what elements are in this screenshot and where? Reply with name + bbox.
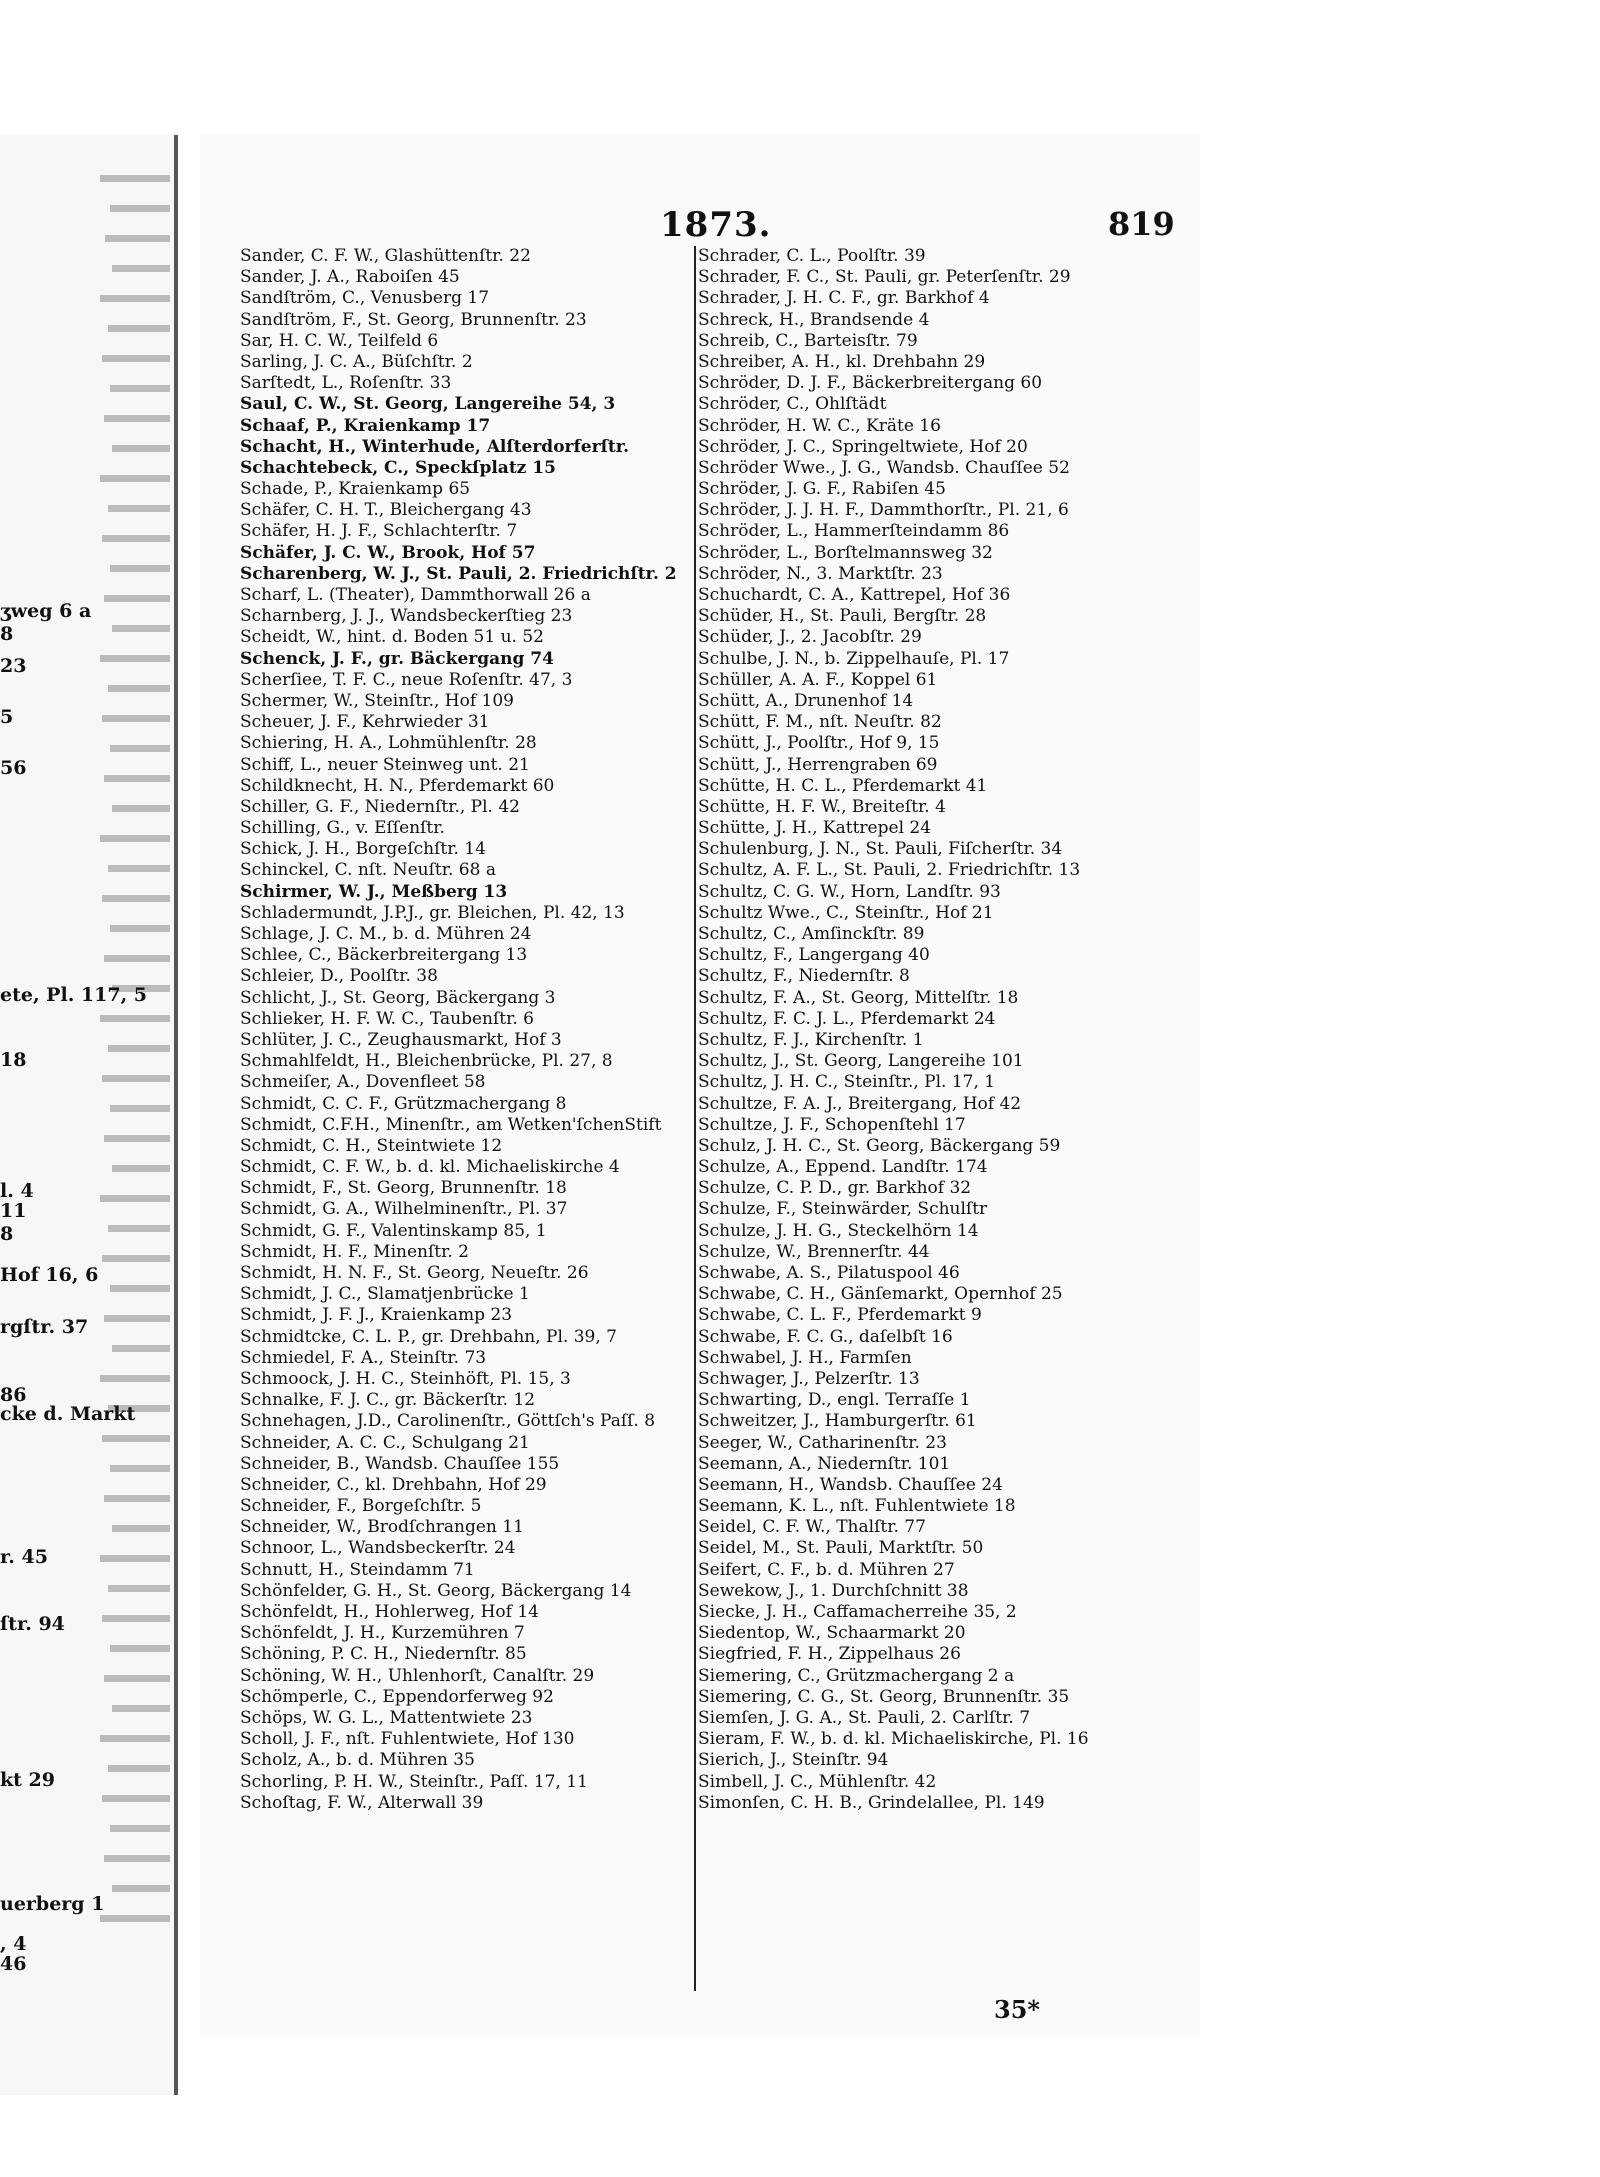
directory-entry: Schwarting, D., engl. Terraſſe 1 [698,1390,971,1411]
directory-entry: Schömperle, C., Eppendorferweg 92 [240,1686,554,1707]
directory-entry: Schröder, J. J. H. F., Dammthorſtr., Pl. 21, 6 [698,500,1069,521]
directory-entry: Schütte, H. C. L., Pferdemarkt 41 [698,775,988,796]
directory-entry: Schiff, L., neuer Steinweg unt. 21 [240,754,530,775]
directory-entry: Schütt, J., Herrengraben 69 [698,754,938,775]
directory-entry: Schröder, J. G. F., Rabiſen 45 [698,479,946,500]
directory-entry: Schulz, J. H. C., St. Georg, Bäckergang 59 [698,1135,1061,1156]
directory-entry: Simonſen, C. H. B., Grindelallee, Pl. 149 [698,1792,1045,1813]
directory-entry: Schmidt, F., St. Georg, Brunnenſtr. 18 [240,1178,567,1199]
directory-entry: Schröder, D. J. F., Bäckerbreitergang 60 [698,373,1043,394]
left-column-entries [240,246,695,1814]
directory-entry: Scharenberg, W. J., St. Pauli, 2. Friedrichſtr. 2 [240,563,677,584]
directory-entry: Schultz, F. A., St. Georg, Mittelſtr. 18 [698,987,1019,1008]
directory-entry: Schrader, C. L., Poolſtr. 39 [698,246,926,266]
faded-bleedthrough-text [0,135,178,2095]
prev-page-fragment: ſtr. 94 [0,1613,65,1635]
directory-entry: Schenck, J. F., gr. Bäckergang 74 [240,648,554,669]
prev-page-fragment: l. 4 [0,1180,34,1202]
directory-entry: Schulze, A., Eppend. Landſtr. 174 [698,1157,988,1178]
directory-entry: Schäfer, C. H. T., Bleichergang 43 [240,500,532,521]
directory-entry: Schmidt, G. F., Valentinskamp 85, 1 [240,1220,547,1241]
directory-entry: Schönfelder, G. H., St. Georg, Bäckergang 14 [240,1580,632,1601]
directory-entry: Seemann, A., Niedernſtr. 101 [698,1453,951,1474]
directory-entry: Schneider, F., Borgeſchſtr. 5 [240,1496,482,1517]
directory-entry: Schöning, P. C. H., Niedernſtr. 85 [240,1644,527,1665]
directory-entry: Siemſen, J. G. A., St. Pauli, 2. Carlſtr. 7 [698,1707,1031,1728]
directory-entry: Schultz, C., Amſinckſtr. 89 [698,924,925,944]
directory-entry: Schirmer, W. J., Meßberg 13 [240,881,508,902]
prev-page-fragment: 18 [0,1049,27,1071]
prev-page-fragment: 8 [0,623,14,645]
directory-entry: Schröder, J. C., Springeltwiete, Hof 20 [698,436,1028,457]
directory-entry: Sar, H. C. W., Teilfeld 6 [240,330,439,351]
signature-mark: 35* [994,1995,1040,2024]
directory-entry: Scharnberg, J. J., Wandsbeckerſtieg 23 [240,606,573,627]
directory-entry: Seemann, K. L., nſt. Fuhlentwiete 18 [698,1496,1016,1517]
directory-entry: Schlage, J. C. M., b. d. Mühren 24 [240,924,532,944]
directory-entry: Schwabe, F. C. G., daſelbſt 16 [698,1326,953,1347]
previous-page-edge [0,135,178,2095]
prev-page-fragment: ʒweg 6 a [0,600,92,622]
directory-entry: Schultz, F. C. J. L., Pferdemarkt 24 [698,1008,996,1029]
page-number: 819 [1108,205,1175,243]
directory-entry: Schinckel, C. nſt. Neuſtr. 68 a [240,860,496,881]
directory-entry: Schulze, J. H. G., Steckelhörn 14 [698,1220,979,1241]
prev-page-fragment: 56 [0,757,27,779]
directory-entry: Simbell, J. C., Mühlenſtr. 42 [698,1771,937,1792]
directory-entry: Schultz, J. H. C., Steinſtr., Pl. 17, 1 [698,1072,996,1093]
directory-entry: Schermer, W., Steinſtr., Hof 109 [240,690,514,711]
directory-entry: Schultze, F. A. J., Breitergang, Hof 42 [698,1093,1022,1114]
directory-entry: Schulze, C. P. D., gr. Barkhof 32 [698,1178,972,1199]
directory-entry: Schüller, A. A. F., Koppel 61 [698,669,938,690]
directory-entry: Schultz, A. F. L., St. Pauli, 2. Friedrichſtr. 13 [698,860,1081,881]
directory-entry: Schulenburg, J. N., St. Pauli, Fiſcherſtr. 34 [698,839,1063,860]
directory-entry: Schweitzer, J., Hamburgerſtr. 61 [698,1411,977,1432]
directory-entry: Schnalke, F. J. C., gr. Bäckerſtr. 12 [240,1390,536,1411]
prev-page-fragment: 46 [0,1953,27,1975]
directory-entry: Seidel, M., St. Pauli, Marktſtr. 50 [698,1538,984,1559]
directory-entry: Schüder, J., 2. Jacobſtr. 29 [698,627,922,648]
directory-entry: Schladermundt, J.P.J., gr. Bleichen, Pl. 42, 13 [240,902,625,923]
directory-entry: Schachtebeck, C., Speckſplatz 15 [240,457,556,478]
directory-entry: Sander, C. F. W., Glashüttenſtr. 22 [240,246,531,266]
directory-entry: Seidel, C. F. W., Thalſtr. 77 [698,1517,926,1538]
directory-entry: Schultz, C. G. W., Horn, Landſtr. 93 [698,881,1001,902]
prev-page-fragment: , 4 [0,1933,27,1955]
directory-entry: Schiller, G. F., Niedernſtr., Pl. 42 [240,796,520,817]
directory-entry: Schmoock, J. H. C., Steinhöft, Pl. 15, 3 [240,1368,571,1389]
prev-page-fragment: rgſtr. 37 [0,1316,89,1338]
directory-entry: Schultze, J. F., Schopenſtehl 17 [698,1114,966,1135]
directory-entry: Schütt, J., Poolſtr., Hof 9, 15 [698,733,940,754]
directory-entry: Scheidt, W., hint. d. Boden 51 u. 52 [240,627,544,648]
directory-entry: Schröder Wwe., J. G., Wandsb. Chauſſee 52 [698,457,1070,478]
directory-entry: Schneider, B., Wandsb. Chauſſee 155 [240,1453,560,1474]
directory-entry: Scherſiee, T. F. C., neue Roſenſtr. 47, 3 [240,669,573,690]
directory-entry: Schwabel, J. H., Farmſen [698,1347,912,1368]
directory-entry: Schlee, C., Bäckerbreitergang 13 [240,945,528,966]
directory-entry: Schmidt, C. F. W., b. d. kl. Michaeliskirche 4 [240,1157,620,1178]
directory-entry: Schrader, J. H. C. F., gr. Barkhof 4 [698,288,990,309]
directory-entry: Schütte, J. H., Kattrepel 24 [698,818,932,839]
directory-entry: Sarſtedt, L., Roſenſtr. 33 [240,373,452,394]
directory-entry: Sander, J. A., Raboiſen 45 [240,267,460,288]
directory-entry: Schäfer, H. J. F., Schlachterſtr. 7 [240,521,518,542]
directory-entry: Schönfeldt, J. H., Kurzemühren 7 [240,1623,525,1644]
directory-entry: Schultz, J., St. Georg, Langereihe 101 [698,1051,1024,1072]
directory-entry: Schröder, H. W. C., Kräte 16 [698,415,941,436]
directory-entry: Schulze, W., Brennerſtr. 44 [698,1241,930,1262]
directory-entry: Schreck, H., Brandsende 4 [698,309,930,330]
directory-entry: Schwabe, C. H., Gänſemarkt, Opernhof 25 [698,1284,1063,1305]
directory-entry: Schütt, A., Drunenhof 14 [698,690,914,711]
directory-entry: Saul, C. W., St. Georg, Langereihe 54, 3 [240,394,616,415]
directory-entry: Sewekow, J., 1. Durchſchnitt 38 [698,1580,969,1601]
directory-entry: Schlüter, J. C., Zeughausmarkt, Hof 3 [240,1029,562,1050]
directory-entry: Schüder, H., St. Pauli, Bergſtr. 28 [698,606,987,627]
directory-entry: Schrader, F. C., St. Pauli, gr. Peterſenſtr. 29 [698,267,1071,288]
directory-entry: Schöning, W. H., Uhlenhorſt, Canalſtr. 29 [240,1665,595,1686]
directory-entry: Sieram, F. W., b. d. kl. Michaeliskirche, Pl. 16 [698,1729,1089,1750]
prev-page-fragment: kt 29 [0,1769,55,1791]
directory-entry: Scholl, J. F., nſt. Fuhlentwiete, Hof 130 [240,1729,575,1750]
directory-entry: Schneider, W., Brodſchrangen 11 [240,1517,524,1538]
prev-page-fragment: Hof 16, 6 [0,1264,99,1286]
directory-entry: Schmidt, G. A., Wilhelminenſtr., Pl. 37 [240,1199,568,1220]
directory-entry: Schnehagen, J.D., Carolinenſtr., Göttſch's Paſſ. 8 [240,1411,656,1432]
directory-entry: Schröder, N., 3. Marktſtr. 23 [698,563,943,584]
directory-entry: Scheuer, J. F., Kehrwieder 31 [240,712,490,733]
directory-entry: Sierich, J., Steinſtr. 94 [698,1750,889,1771]
prev-page-fragment: cke d. Markt [0,1403,136,1425]
directory-entry: Schlicht, J., St. Georg, Bäckergang 3 [240,987,556,1008]
directory-entry: Sarling, J. C. A., Büſchſtr. 2 [240,351,473,372]
prev-page-fragment: 11 [0,1200,27,1222]
directory-entry: Schwager, J., Pelzerſtr. 13 [698,1368,920,1389]
directory-entry: Schoſtag, F. W., Alterwall 39 [240,1792,484,1813]
directory-entry: Schmidt, C. H., Steintwiete 12 [240,1135,503,1156]
directory-entry: Schneider, A. C. C., Schulgang 21 [240,1432,530,1453]
directory-entry: Schmidt, C. C. F., Grützmachergang 8 [240,1093,567,1114]
directory-entry: Schulze, F., Steinwärder, Schulſtr [698,1199,988,1220]
directory-entry: Schmeiſer, A., Dovenfleet 58 [240,1072,486,1093]
directory-entry: Sandſtröm, C., Venusberg 17 [240,288,490,309]
directory-entry: Seemann, H., Wandsb. Chauſſee 24 [698,1474,1003,1495]
directory-entry: Schultz, F., Langergang 40 [698,945,930,966]
directory-entry: Schütte, H. F. W., Breiteſtr. 4 [698,796,946,817]
directory-entry: Schnutt, H., Steindamm 71 [240,1559,475,1580]
directory-entry: Schorling, P. H. W., Steinſtr., Paſſ. 17, 11 [240,1771,588,1792]
directory-entry: Siegfried, F. H., Zippelhaus 26 [698,1644,961,1665]
directory-entry: Schmiedel, F. A., Steinſtr. 73 [240,1347,487,1368]
directory-entry: Schütt, F. M., nſt. Neuſtr. 82 [698,712,942,733]
directory-entry: Schmidt, C.F.H., Minenſtr., am Wetken'ſchenStift [240,1114,662,1135]
directory-entry: Schulbe, J. N., b. Zippelhauſe, Pl. 17 [698,648,1010,669]
directory-entry: Seifert, C. F., b. d. Mühren 27 [698,1559,955,1580]
directory-entry: Schreib, C., Barteisſtr. 79 [698,330,918,351]
directory-entry: Schlieker, H. F. W. C., Taubenſtr. 6 [240,1008,534,1029]
directory-entry: Siemering, C. G., St. Georg, Brunnenſtr. 35 [698,1686,1070,1707]
directory-entry: Schleier, D., Poolſtr. 38 [240,966,438,987]
directory-entry: Schaaf, P., Kraienkamp 17 [240,415,491,436]
directory-entry: Schultz, F. J., Kirchenſtr. 1 [698,1029,924,1050]
directory-entry: Schmidt, H. N. F., St. Georg, Neueſtr. 26 [240,1263,589,1283]
directory-entry: Schmahlfeldt, H., Bleichenbrücke, Pl. 27, 8 [240,1051,613,1072]
directory-entry: Schacht, H., Winterhude, Alſterdorferſtr. [240,436,630,457]
directory-entry: Schäfer, J. C. W., Brook, Hof 57 [240,542,536,563]
directory-entry: Seeger, W., Catharinenſtr. 23 [698,1432,947,1453]
directory-entry: Schade, P., Kraienkamp 65 [240,479,471,500]
prev-page-fragment: ete, Pl. 117, 5 [0,984,148,1006]
directory-entry: Schnoor, L., Wandsbeckerſtr. 24 [240,1538,516,1559]
directory-entry: Schmidtcke, C. L. P., gr. Drehbahn, Pl. 39, 7 [240,1326,617,1347]
directory-entry: Schwabe, A. S., Pilatuspool 46 [698,1263,960,1283]
prev-page-fragment: r. 45 [0,1546,48,1568]
prev-page-fragment: 86 [0,1384,27,1406]
directory-entry: Schröder, L., Hammerſteindamm 86 [698,521,1010,542]
right-column-entries [698,246,1168,1814]
directory-entry: Schick, J. H., Borgeſchſtr. 14 [240,839,486,860]
directory-entry: Siedentop, W., Schaarmarkt 20 [698,1623,966,1644]
directory-entry: Siemering, C., Grützmachergang 2 a [698,1665,1015,1686]
directory-entry: Schröder, C., Ohlſtädt [698,394,887,415]
directory-entry: Schmidt, J. F. J., Kraienkamp 23 [240,1305,513,1326]
directory-entry: Siecke, J. H., Caffamacherreihe 35, 2 [698,1602,1017,1622]
directory-entry: Schildknecht, H. N., Pferdemarkt 60 [240,775,555,796]
directory-entry: Schreiber, A. H., kl. Drehbahn 29 [698,351,986,372]
prev-page-fragment: 23 [0,655,27,677]
directory-entry: Schuchardt, C. A., Kattrepel, Hof 36 [698,585,1011,605]
directory-entry: Schilling, G., v. Eſſenſtr. [240,818,445,839]
directory-entry: Schwabe, C. L. F., Pferdemarkt 9 [698,1305,982,1326]
directory-entry: Schneider, C., kl. Drehbahn, Hof 29 [240,1474,547,1495]
directory-entry: Schiering, H. A., Lohmühlenſtr. 28 [240,733,537,754]
directory-entry: Schultz Wwe., C., Steinſtr., Hof 21 [698,902,994,923]
prev-page-fragment: 8 [0,1223,14,1245]
prev-page-fragment: uerberg 1 [0,1893,105,1915]
directory-entry: Schöps, W. G. L., Mattentwiete 23 [240,1707,533,1728]
directory-entry: Schultz, F., Niedernſtr. 8 [698,966,910,987]
directory-entry: Scharf, L. (Theater), Dammthorwall 26 a [240,585,591,605]
directory-entry: Schröder, L., Borſtelmannsweg 32 [698,542,993,563]
directory-entry: Schmidt, H. F., Minenſtr. 2 [240,1241,469,1262]
directory-entry: Schönfeldt, H., Hohlerweg, Hof 14 [240,1602,539,1622]
directory-entry: Sandſtröm, F., St. Georg, Brunnenſtr. 23 [240,309,587,330]
directory-entry: Scholz, A., b. d. Mühren 35 [240,1750,475,1771]
running-header-year: 1873. [660,205,772,245]
directory-entry: Schmidt, J. C., Slamatjenbrücke 1 [240,1284,530,1305]
prev-page-fragment: 5 [0,706,14,728]
